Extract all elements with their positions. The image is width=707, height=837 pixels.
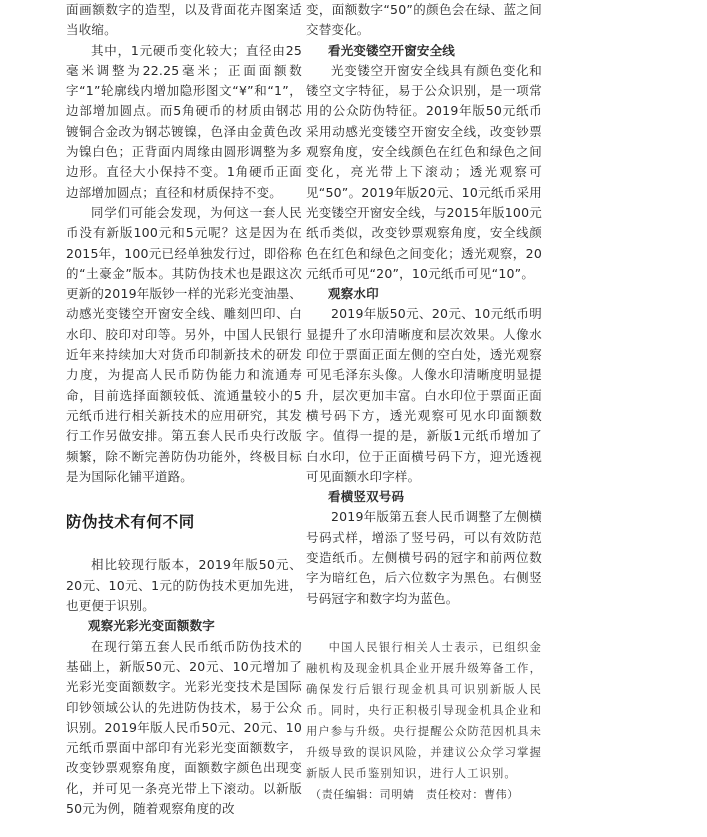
paragraph-compare: 相比较现行版本，2019年版50元、20元、10元、1元的防伪技术更加先进，也更便于识别。 (66, 557, 302, 614)
right-column (306, 0, 542, 806)
notice-paragraph: 中国人民银行相关人士表示，已组织金融机构及现金机具企业开展升级筹备工作，确保发行后银行现金机具可识别新版人民币。同时，央行正积极引导现金机具企业和用户参与升级。央行提醒公众防范因机具未升级导致的误识风险，并建议公众学习掌握新版人民币鉴别知识，进行人工识别。 (306, 640, 542, 780)
subheading-security-thread: 看光变镂空开窗安全线 (328, 42, 456, 58)
left-column (66, 0, 302, 819)
editor-credit: （责任编辑：司明婧 责任校对：曹伟） (310, 787, 519, 801)
paragraph-watermark: 2019年版50元、20元、10元纸币明显提升了水印清晰度和层次效果。人像水印位于票面正面左侧的空白处，透光观察可见毛泽东头像。人像水印清晰度明显提升，层次更加丰富。白水印位于票面正面横号码下方，透光观察可见水印面额数字。值得一提的是，新版1元纸币增加了白水印，位于正面横号码下方，迎光透视可见面额水印字样。 (306, 306, 542, 484)
subheading-watermark: 观察水印 (328, 286, 379, 302)
paragraph-question: 同学们可能会发现，为何这一套人民币没有新版100元和5元呢？这是因为在2015年，100元已经单独发行过，即俗称的“土豪金”版本。其防伪技术也是跟这次更新的2019年版钞一样的光彩光变油墨、动感光变镂空开窗安全线、雕刻凹印、白水印、胶印对印等。另外，中国人民银行近年来持续加大对货币印制新技术的研发力度，为提高人民币防伪能力和流通寿命，目前选择面额较低、流通量较小的5元纸币进行相关新技术的应用研究，其发行工作另做安排。第五套人民币央行改版频繁，除不断完善防伪功能外，终极目标是为国际化铺平道路。 (66, 204, 302, 484)
paragraph-coins: 其中，1元硬币变化较大；直径由25毫米调整为22.25毫米；正面面额数字“1”轮廓线内增加隐形图文“¥”和“1”，边部增加圆点。而5角硬币的材质由钢芯镀铜合金改为钢芯镀镍，色泽由金黄色改为镍白色；正背面内周缘由圆形调整为多边形。直径大小保持不变。1角硬币正面边部增加圆点；直径和材质保持不变。 (66, 42, 302, 200)
paragraph-optical: 在现行第五套人民币纸币防伪技术的基础上，新版50元、20元、10元增加了光彩光变面额数字。光彩光变技术是国际印钞领域公认的先进防伪技术，易于公众识别。2019年版人民币50元、20元、10元纸币票面中部印有光彩光变面额数字，改变钞票观察角度，面额数字颜色出现变化，并可见一条亮光带上下滚动。以新版50元为例，随着观察角度的改 (66, 638, 302, 816)
paragraph-continued: 面画额数字的造型，以及背面花卉图案适当收缩。 (66, 2, 302, 38)
section-title: 防伪技术有何不同 (66, 513, 195, 532)
subheading-optical-numeral: 观察光彩光变面额数字 (88, 618, 216, 634)
subheading-serial-numbers: 看横竖双号码 (328, 489, 405, 505)
paragraph-optical-continued: 变，面额数字“50”的颜色会在绿、蓝之间交替变化。 (306, 2, 542, 38)
paragraph-serial: 2019年版第五套人民币调整了左侧横号码式样，增添了竖号码，可以有效防范变造纸币。左侧横号码的冠字和前两位数字为暗红色，后六位数字为黑色。右侧竖号码冠字和数字均为蓝色。 (306, 509, 542, 606)
paragraph-thread: 光变镂空开窗安全线具有颜色变化和镂空文字特征，易于公众识别，是一项常用的公众防伪特征。2019年版50元纸币采用动感光变镂空开窗安全线，改变钞票观察角度，安全线颜色在红色和绿色之间变化，亮光带上下滚动；透光观察可见“50”。2019年版20元、10元纸币采用光变镂空开窗安全线，与2015年版100元纸币类似，改变钞票观察角度，安全线颜色在红色和绿色之间变化；透光观察，20元纸币可见“20”，10元纸币可见“10”。 (306, 62, 542, 281)
